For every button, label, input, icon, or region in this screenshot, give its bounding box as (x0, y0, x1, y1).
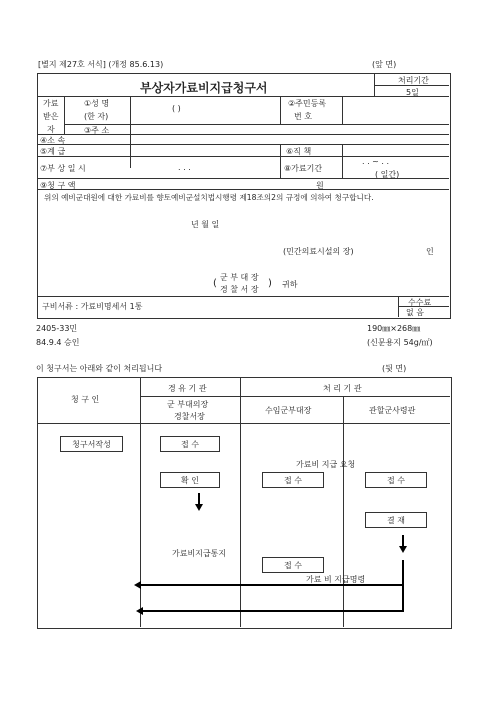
back-side-label: (뒷 면) (382, 364, 407, 373)
page-side-label: (앞 면) (372, 60, 397, 69)
fee-value: 없 음 (406, 308, 424, 317)
amount-label: ⑨청 구 액 (40, 181, 76, 190)
col-commander: 관할군사령관 (369, 406, 416, 415)
addressee-military: 군 부 대 장 (220, 273, 259, 282)
resident-number-label-2: 번 호 (294, 112, 312, 121)
arrowhead-confirm-down (195, 504, 203, 511)
step-decision: 결 재 (365, 512, 427, 528)
name-label: ①성 명 (84, 99, 110, 108)
unit-label: ④소 속 (40, 136, 66, 145)
treatment-period-field[interactable]: . . ~ . . (362, 157, 390, 166)
statement-text: 위의 예비군대원에 대한 가료비를 향토예비군설치법시행령 제18조의2의 규정에 의하여 청구합니다. (44, 193, 374, 202)
injury-date-label: ⑦부 상 일 시 (40, 164, 86, 173)
date-line: 년 월 일 (191, 220, 220, 229)
arrow-result-to-claimant (142, 610, 404, 612)
step-unit-receipt: 접 수 (262, 472, 324, 488)
step-confirm: 확 인 (160, 472, 220, 488)
rank-label: ⑤계 급 (40, 147, 66, 156)
note-payment-request: 가료비 지급 요청 (296, 460, 356, 469)
form-title: 부상자가료비지급청구서 (140, 81, 268, 95)
col-relay: 경 유 기 관 (168, 384, 207, 393)
note-payment-order: 가료 비 지급명령 (306, 575, 366, 584)
arrowhead-order-left (134, 581, 141, 589)
form-code: 2405-33민 (36, 324, 78, 333)
resident-number-label: ②주민등록 (288, 99, 327, 108)
step-final-receipt: 접 수 (262, 557, 324, 573)
col-relay-sub-1: 군 부대의장 (167, 400, 209, 409)
step-write-claim: 청구서작성 (60, 436, 123, 452)
amount-unit: 원 (316, 181, 324, 190)
step-commander-receipt: 접 수 (365, 472, 427, 488)
col-receiving-unit: 수임군부대장 (265, 406, 312, 415)
treatment-days-field[interactable]: ( 일간) (375, 170, 400, 179)
hanja-field[interactable]: ( ) (172, 104, 181, 113)
addressee-police: 경 찰 서 장 (220, 285, 259, 294)
attachments-text: 구비서류 : 가료비명세서 1통 (42, 302, 143, 311)
applicant-line: (민간의료시설의 장) (283, 247, 354, 256)
injury-date-field[interactable]: . . . (178, 163, 191, 172)
col-process: 처 리 기 관 (323, 384, 362, 393)
recipient-label-3: 자 (47, 125, 55, 134)
col-claimant: 청 구 인 (71, 395, 100, 404)
paper-type: (신문용지 54g/㎡) (367, 338, 433, 347)
arrowhead-result-left (136, 607, 143, 615)
position-label: ⑥직 책 (286, 147, 312, 156)
addressee-paren-right: ) (268, 278, 272, 289)
form-reference: [별지 제27호 서식] (개정 85.6.13) (38, 60, 164, 69)
col-relay-sub-2: 경찰서장 (174, 412, 205, 421)
recipient-label: 가료 (43, 99, 59, 108)
treatment-period-label: ⑧가료기간 (284, 164, 323, 173)
addressee-paren-left: ( (213, 278, 217, 289)
address-label: ③주 소 (84, 126, 110, 135)
arrowhead-decision-down (399, 546, 407, 553)
approval-date: 84.9.4 승인 (36, 338, 80, 347)
recipient-label-2: 받은 (43, 112, 59, 121)
step-relay-receipt: 접 수 (160, 436, 220, 452)
note-payment-notice: 가료비지급통지 (172, 549, 227, 558)
arrow-order-to-relay (140, 584, 403, 586)
processing-period-label: 처리기간 (398, 76, 429, 85)
fee-label: 수수료 (408, 298, 432, 307)
honorific: 귀하 (282, 280, 298, 289)
processing-period-value: 5일 (406, 88, 419, 97)
hanja-label: (한 자) (84, 112, 109, 121)
seal-mark: 인 (426, 247, 434, 256)
process-intro: 이 청구서는 아래와 같이 처리됩니다 (36, 364, 163, 373)
paper-size: 190㎜×268㎜ (367, 324, 421, 333)
